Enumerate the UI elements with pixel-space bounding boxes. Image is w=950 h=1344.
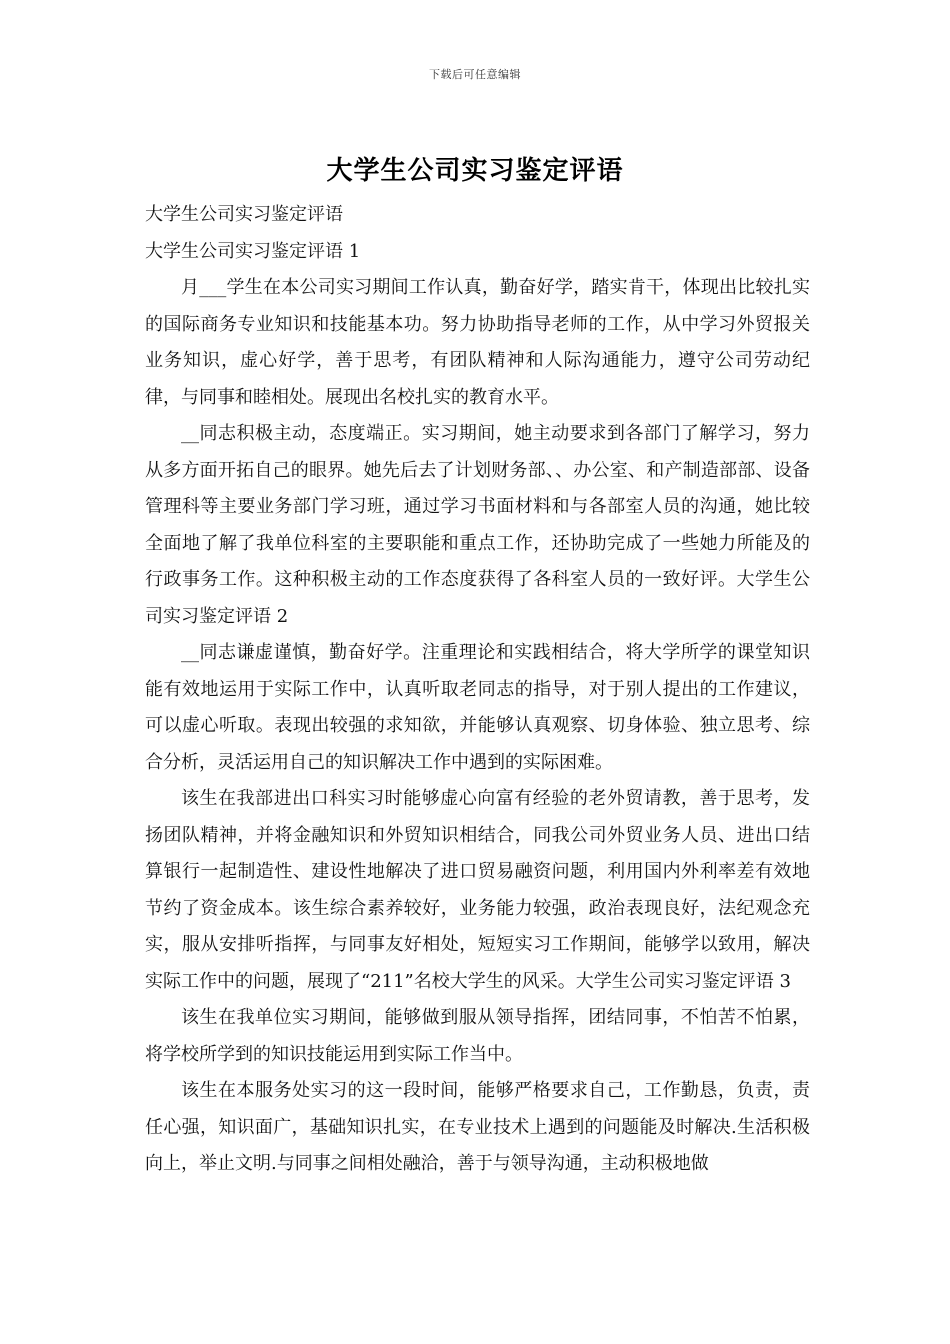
body-paragraph: 该生在我部进出口科实习时能够虚心向富有经验的老外贸请教，善于思考，发扬团队精神，并将金融知识和外贸知识相结合，同我公司外贸业务人员、进出口结算银行一起制造性、建设性地解决了进口贸易融资问题，利用国内外利率差有效地节约了资金成本。该生综合素养较好，业务能力较强，政治表现良好，法纪观念充实，服从安排听指挥，与同事友好相处，短短实习工作期间，能够学以致用，解决实际工作中的问题，展现了“211”名校大学生的风采。大学生公司实习鉴定评语 3: [145, 788, 810, 992]
header-note: 下载后可任意编辑: [429, 68, 521, 81]
body-paragraph: 该生在本服务处实习的这一段时间，能够严格要求自己，工作勤恳，负责，责任心强，知识面广，基础知识扎实，在专业技术上遇到的问题能及时解决.生活积极向上，举止文明.与同事之间相处融洽，善于与领导沟通，主动积极地做: [145, 1080, 810, 1174]
body-paragraph: 月___学生在本公司实习期间工作认真，勤奋好学，踏实肯干，体现出比较扎实的国际商务专业知识和技能基本功。努力协助指导老师的工作，从中学习外贸报关业务知识，虚心好学，善于思考，有团队精神和人际沟通能力，遵守公司劳动纪律，与同事和睦相处。展现出名校扎实的教育水平。: [145, 277, 810, 408]
body-paragraph: __同志谦虚谨慎，勤奋好学。注重理论和实践相结合，将大学所学的课堂知识能有效地运用于实际工作中，认真听取老同志的指导，对于别人提出的工作建议，可以虚心听取。表现出较强的求知欲，并能够认真观察、切身体验、独立思考、综合分析，灵活运用自己的知识解决工作中遇到的实际困难。: [145, 642, 810, 773]
body-paragraph: 大学生公司实习鉴定评语: [145, 204, 343, 225]
body-paragraph: 该生在我单位实习期间，能够做到服从领导指挥，团结同事，不怕苦不怕累，将学校所学到的知识技能运用到实际工作当中。: [145, 1007, 810, 1065]
document-title: 大学生公司实习鉴定评语: [326, 156, 624, 186]
body-paragraph: __同志积极主动，态度端正。实习期间，她主动要求到各部门了解学习，努力从多方面开拓自己的眼界。她先后去了计划财务部、、办公室、和产制造部部、设备管理科等主要业务部门学习班，通过学习书面材料和与各部室人员的沟通，她比较全面地了解了我单位科室的主要职能和重点工作，还协助完成了一些她力所能及的行政事务工作。这种积极主动的工作态度获得了各科室人员的一致好评。大学生公司实习鉴定评语 2: [145, 423, 810, 627]
document-body: [145, 197, 810, 1183]
body-paragraph: 大学生公司实习鉴定评语 1: [145, 240, 361, 262]
